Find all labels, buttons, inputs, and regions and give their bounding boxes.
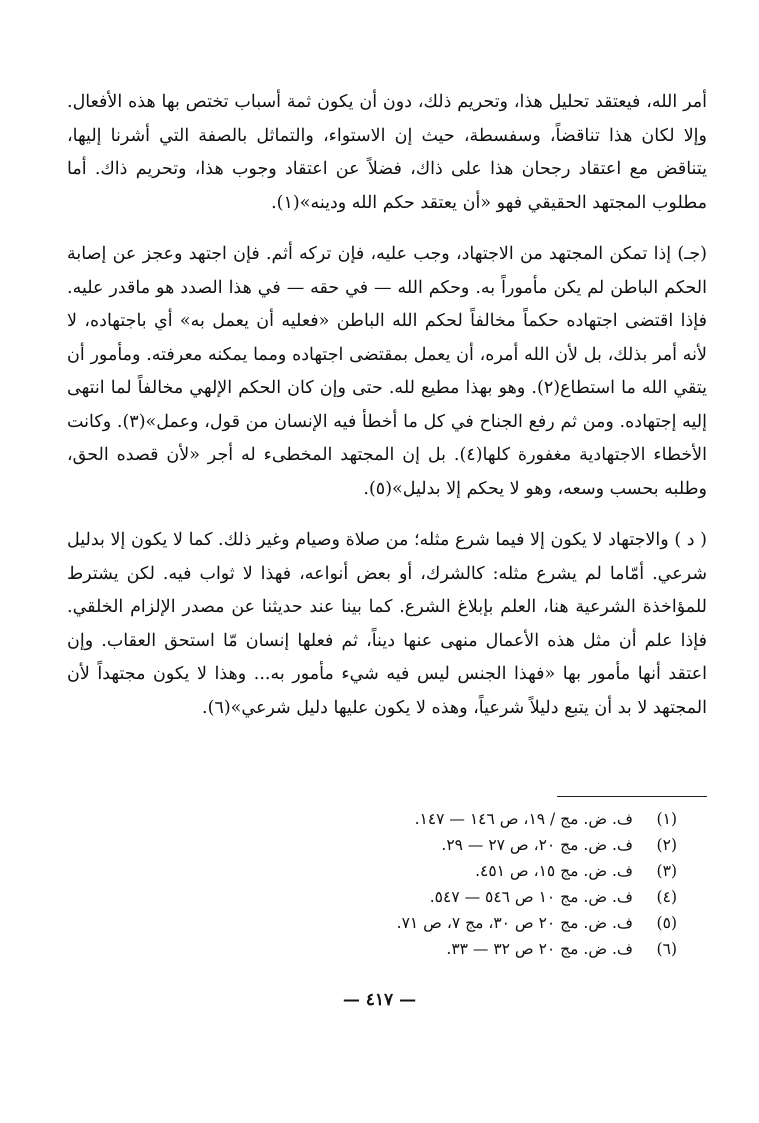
- footnote-divider: [557, 796, 707, 797]
- footnote-item: [177, 832, 677, 858]
- footnote-number: (٣): [656, 862, 677, 880]
- footnote-item: [177, 910, 677, 936]
- paragraph-2: (جـ) إذا تمكن المجتهد من الاجتهاد، وجب عليه، فإن تركه أثم. فإن اجتهد وعجز عن إصابة الحكم الباطن لم يكن مأموراً به. وحكم الله — في حقه — في هذا الصدد هو ماقدر عليه. فإذا اقتضى اجتهاده حكماً مخالفاً لحكم الله الباطن «فعليه أن يعمل به» أي باجتهاده، لا لأنه أمر بذلك، بل لأن الله أمره، أن يعمل بمقتضى اجتهاده ومما يمكنه معرفته. ومأمور أن يتقي الله ما استطاع(٢). وهو بهذا مطيع لله. حتى وإن كان الحكم الإلهي مخالفاً لما انتهى إليه إجتهاده. ومن ثم رفع الجناح في كل ما أخطأ فيه الإنسان من قول، وعمل»(٣). وكانت الأخطاء الاجتهادية مغفورة كلها(٤). بل إن المجتهد المخطىء له أجر «لأن قصده الحق، وطلبه بحسب وسعه، وهو لا يحكم إلا بدليل»(٥).: [67, 244, 708, 499]
- footnote-text: ف. ض. مج ١٥، ص ٤٥١.: [475, 862, 633, 880]
- footnote-number: (٢): [656, 836, 677, 854]
- footnote-number: (٦): [656, 940, 677, 958]
- footnotes-list: [177, 806, 677, 962]
- paragraph-3: ( د ) والاجتهاد لا يكون إلا فيما شرع مثله؛ من صلاة وصيام وغير ذلك. كما لا يكون إلا بدليل شرعي. أمّاما لم يشرع مثله: كالشرك، أو بعض أنواعه، فهذا لا ثواب فيه. لكن يشترط للمؤاخذة الشرعية هنا، العلم بإبلاغ الشرع. كما بينا عند حديثنا عن مصدر الإلزام الخلقي. فإذا علم أن مثل هذه الأعمال منهى عنها ديناً، ثم فعلها إنسان مّا استحق العقاب. وإن اعتقد أنها مأمور بها «فهذا الجنس ليس فيه شيء مأمور به... وهذا لا يكون مجتهداً لأن المجتهد لا بد أن يتبع دليلاً شرعياً، وهذه لا يكون عليها دليل شرعي»(٦).: [67, 530, 707, 718]
- page-number: — ٤١٧ —: [342, 990, 417, 1010]
- footnote-item: [177, 858, 677, 884]
- footnote-text: ف. ض. مج / ١٩، ص ١٤٦ — ١٤٧.: [414, 810, 633, 828]
- footnote-number: (١): [656, 810, 677, 828]
- footnote-number: (٥): [656, 914, 677, 932]
- footnote-text: ف. ض. مج ٢٠، ص ٢٧ — ٢٩.: [441, 836, 633, 854]
- footnote-item: [177, 884, 677, 910]
- footnote-item: [177, 936, 677, 962]
- footnote-number: (٤): [656, 888, 677, 906]
- footnote-text: ف. ض. مج ١٠ ص ٥٤٦ — ٥٤٧.: [429, 888, 633, 906]
- body-text: [67, 86, 707, 725]
- footnote-text: ف. ض. مج ٢٠ ص ٣٢ — ٣٣.: [446, 940, 633, 958]
- paragraph-1: أمر الله، فيعتقد تحليل هذا، وتحريم ذلك، دون أن يكون ثمة أسباب تختص بها هذه الأفعال. وإلا لكان هذا تناقضاً، وسفسطة، حيث إن الاستواء، والتماثل بالصفة التي أشرنا إليها، يتناقض مع اعتقاد رجحان هذا على ذاك، فضلاً عن اعتقاد وجوب هذا، وتحريم ذاك. أما مطلوب المجتهد الحقيقي فهو «أن يعتقد حكم الله ودينه»(١).: [67, 92, 707, 213]
- footnote-text: ف. ض. مج ٢٠ ص ٣٠، مج ٧، ص ٧١.: [396, 914, 633, 932]
- footnote-item: [177, 806, 677, 832]
